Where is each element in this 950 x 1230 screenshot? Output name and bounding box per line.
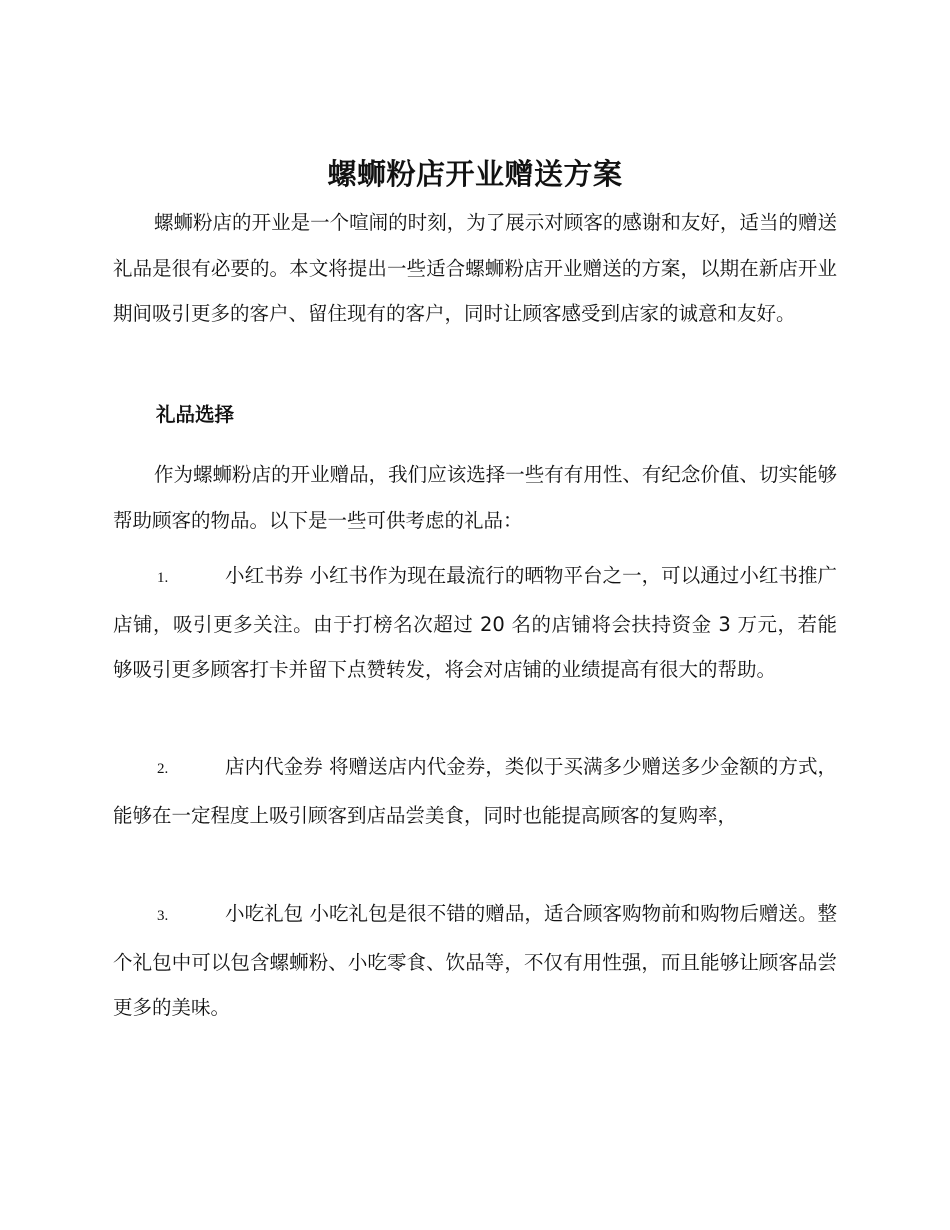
section-paragraph: 作为螺蛳粉店的开业赠品，我们应该选择一些有有用性、有纪念价值、切实能够帮助顾客的物品。以下是一些可供考虑的礼品： (113, 463, 837, 532)
section-heading: 礼品选择 (156, 403, 235, 426)
list-item-1 (113, 553, 837, 693)
gift-description: 将赠送店内代金券，类似于买满多少赠送多少金额的方式，能够在一定程度上吸引顾客到店品尝美食，同时也能提高顾客的复购率， (113, 755, 837, 827)
gift-description: 小吃礼包是很不错的赠品，适合顾客购物前和购物后赠送。整个礼包中可以包含螺蛳粉、小吃零食、饮品等，不仅有用性强，而且能够让顾客品尝更多的美味。 (113, 902, 837, 1019)
list-number: 3. (157, 908, 169, 924)
gift-name: 小红书券 (225, 564, 304, 587)
gift-name: 小吃礼包 (225, 902, 304, 925)
intro-paragraph: 螺蛳粉店的开业是一个喧闹的时刻，为了展示对顾客的感谢和友好，适当的赠送礼品是很有必要的。本文将提出一些适合螺蛳粉店开业赠送的方案，以期在新店开业期间吸引更多的客户、留住现有的客户，同时让顾客感受到店家的诚意和友好。 (113, 211, 837, 325)
list-number: 1. (157, 570, 169, 586)
list-number: 2. (157, 761, 169, 777)
document-title: 螺蛳粉店开业赠送方案 (327, 157, 623, 191)
list-item-3 (113, 891, 837, 1031)
gift-name: 店内代金券 (225, 755, 323, 778)
list-item-2 (113, 744, 837, 838)
gift-description: 小红书作为现在最流行的晒物平台之一，可以通过小红书推广店铺，吸引更多关注。由于打榜名次超过 20 名的店铺将会扶持资金 3 万元，若能够吸引更多顾客打卡并留下点赞转发，将会对店铺的业绩提高有很大的帮助。 (113, 564, 837, 681)
